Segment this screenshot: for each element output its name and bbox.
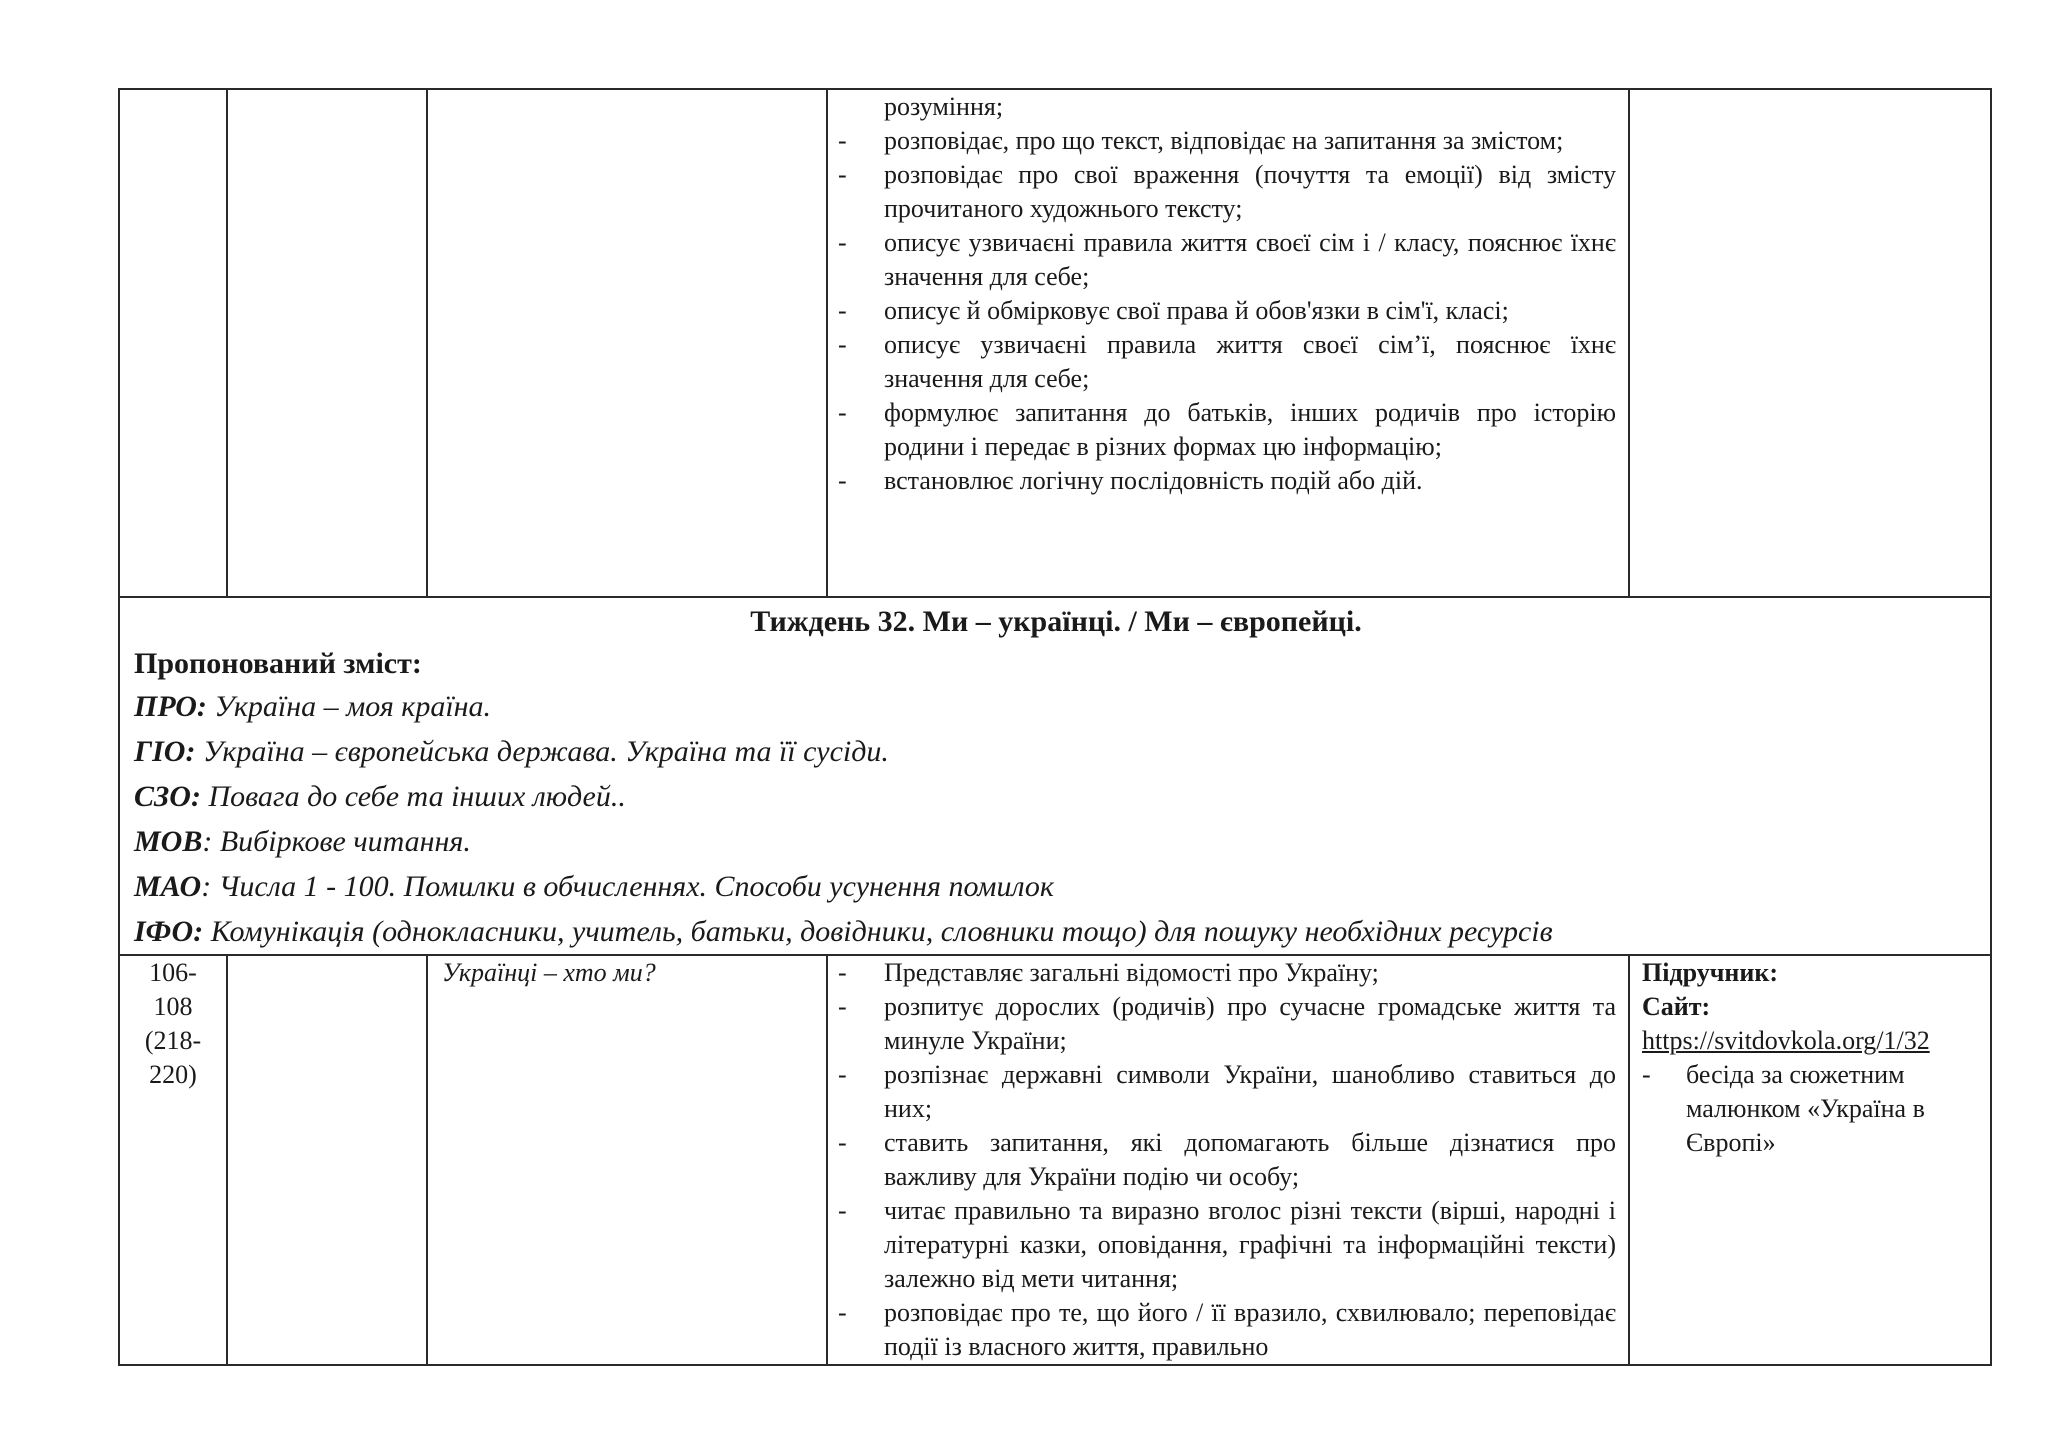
week-row: [119, 597, 1991, 955]
outcomes-list: [828, 90, 1628, 498]
lesson-plan-table: [118, 88, 1992, 1366]
lesson-number-line: 108: [153, 992, 193, 1021]
lesson-number-line: 106-: [149, 958, 197, 987]
site-link[interactable]: https://svitdovkola.org/1/32: [1642, 1026, 1930, 1055]
list-item: - розпитує дорослих (родичів) про сучасне громадське життя та минуле України;: [838, 992, 1616, 1055]
week-cell: [119, 597, 1991, 955]
resources-cell: [1629, 89, 1991, 597]
lesson-number-line: 220): [149, 1060, 197, 1089]
lesson-number-cell: [119, 89, 227, 597]
empty-cell: [227, 89, 427, 597]
list-item: розуміння;: [884, 92, 1004, 121]
list-item: - розповідає про свої враження (почуття та емоції) від змісту прочитаного художнього тексту;: [838, 160, 1616, 223]
topic-cell: [427, 89, 827, 597]
subject-line: ГІО: Україна – європейська держава. Україна та її сусіди.: [134, 735, 889, 768]
list-item: - ставить запитання, які допомагають більше дізнатися про важливу для України подію чи особу;: [838, 1128, 1616, 1191]
list-item: - читає правильно та виразно вголос різні тексти (вірші, народні і літературні казки, оповідання, графічні та інформаційні тексти) залежно від мети читання;: [838, 1196, 1616, 1293]
table-row: [119, 955, 1991, 1365]
outcomes-cell: [827, 955, 1629, 1365]
subject-line: МОВ: Вибіркове читання.: [134, 825, 471, 858]
empty-cell: [227, 955, 427, 1365]
subject-line: ПРО: Україна – моя країна.: [134, 690, 492, 723]
list-item: - описує узвичаєні правила життя своєї сім і / класу, пояснює їхнє значення для себе;: [838, 228, 1616, 291]
subject-line: ІФО: Комунікація (однокласники, учитель, батьки, довідники, словники тощо) для пошуку необхідних ресурсів: [134, 915, 1553, 948]
subject-line: СЗО: Повага до себе та інших людей..: [134, 780, 626, 813]
proposed-content-label: Пропонований зміст:: [134, 647, 422, 680]
subject-line: МАО: Числа 1 - 100. Помилки в обчисленнях. Способи усунення помилок: [134, 870, 1054, 903]
list-item: - розповідає, про що текст, відповідає на запитання за змістом;: [838, 126, 1564, 155]
resources-list: [1642, 1058, 1990, 1160]
week-title: Тиждень 32. Ми – українці. / Ми – європейці.: [750, 605, 1362, 638]
list-item: - бесіда за сюжетним малюнком «Україна в Європі»: [1642, 1060, 1925, 1157]
list-item: - формулює запитання до батьків, інших родичів про історію родини і передає в різних формах цю інформацію;: [838, 398, 1616, 461]
list-item: - розповідає про те, що його / її вразило, схвилювало; переповідає події із власного життя, правильно: [838, 1298, 1616, 1361]
outcomes-cell: [827, 89, 1629, 597]
table-row: [119, 89, 1991, 597]
outcomes-list: [828, 956, 1628, 1364]
list-item: - Представляє загальні відомості про Україну;: [838, 958, 1379, 987]
topic-cell: [427, 955, 827, 1365]
textbook-label: Підручник:: [1642, 958, 1778, 987]
list-item: - встановлює логічну послідовність подій або дій.: [838, 466, 1423, 495]
list-item: - розпізнає державні символи України, шанобливо ставиться до них;: [838, 1060, 1616, 1123]
resources-cell: [1629, 955, 1991, 1365]
list-item: - описує й обмірковує свої права й обов'язки в сім'ї, класі;: [838, 296, 1509, 325]
lesson-number-line: (218-: [144, 1026, 202, 1055]
site-label: Сайт:: [1642, 992, 1711, 1021]
list-item: - описує узвичаєні правила життя своєї сім’ї, пояснює їхнє значення для себе;: [838, 330, 1616, 393]
lesson-topic: Українці – хто ми?: [442, 958, 656, 987]
lesson-number-cell: [119, 955, 227, 1365]
